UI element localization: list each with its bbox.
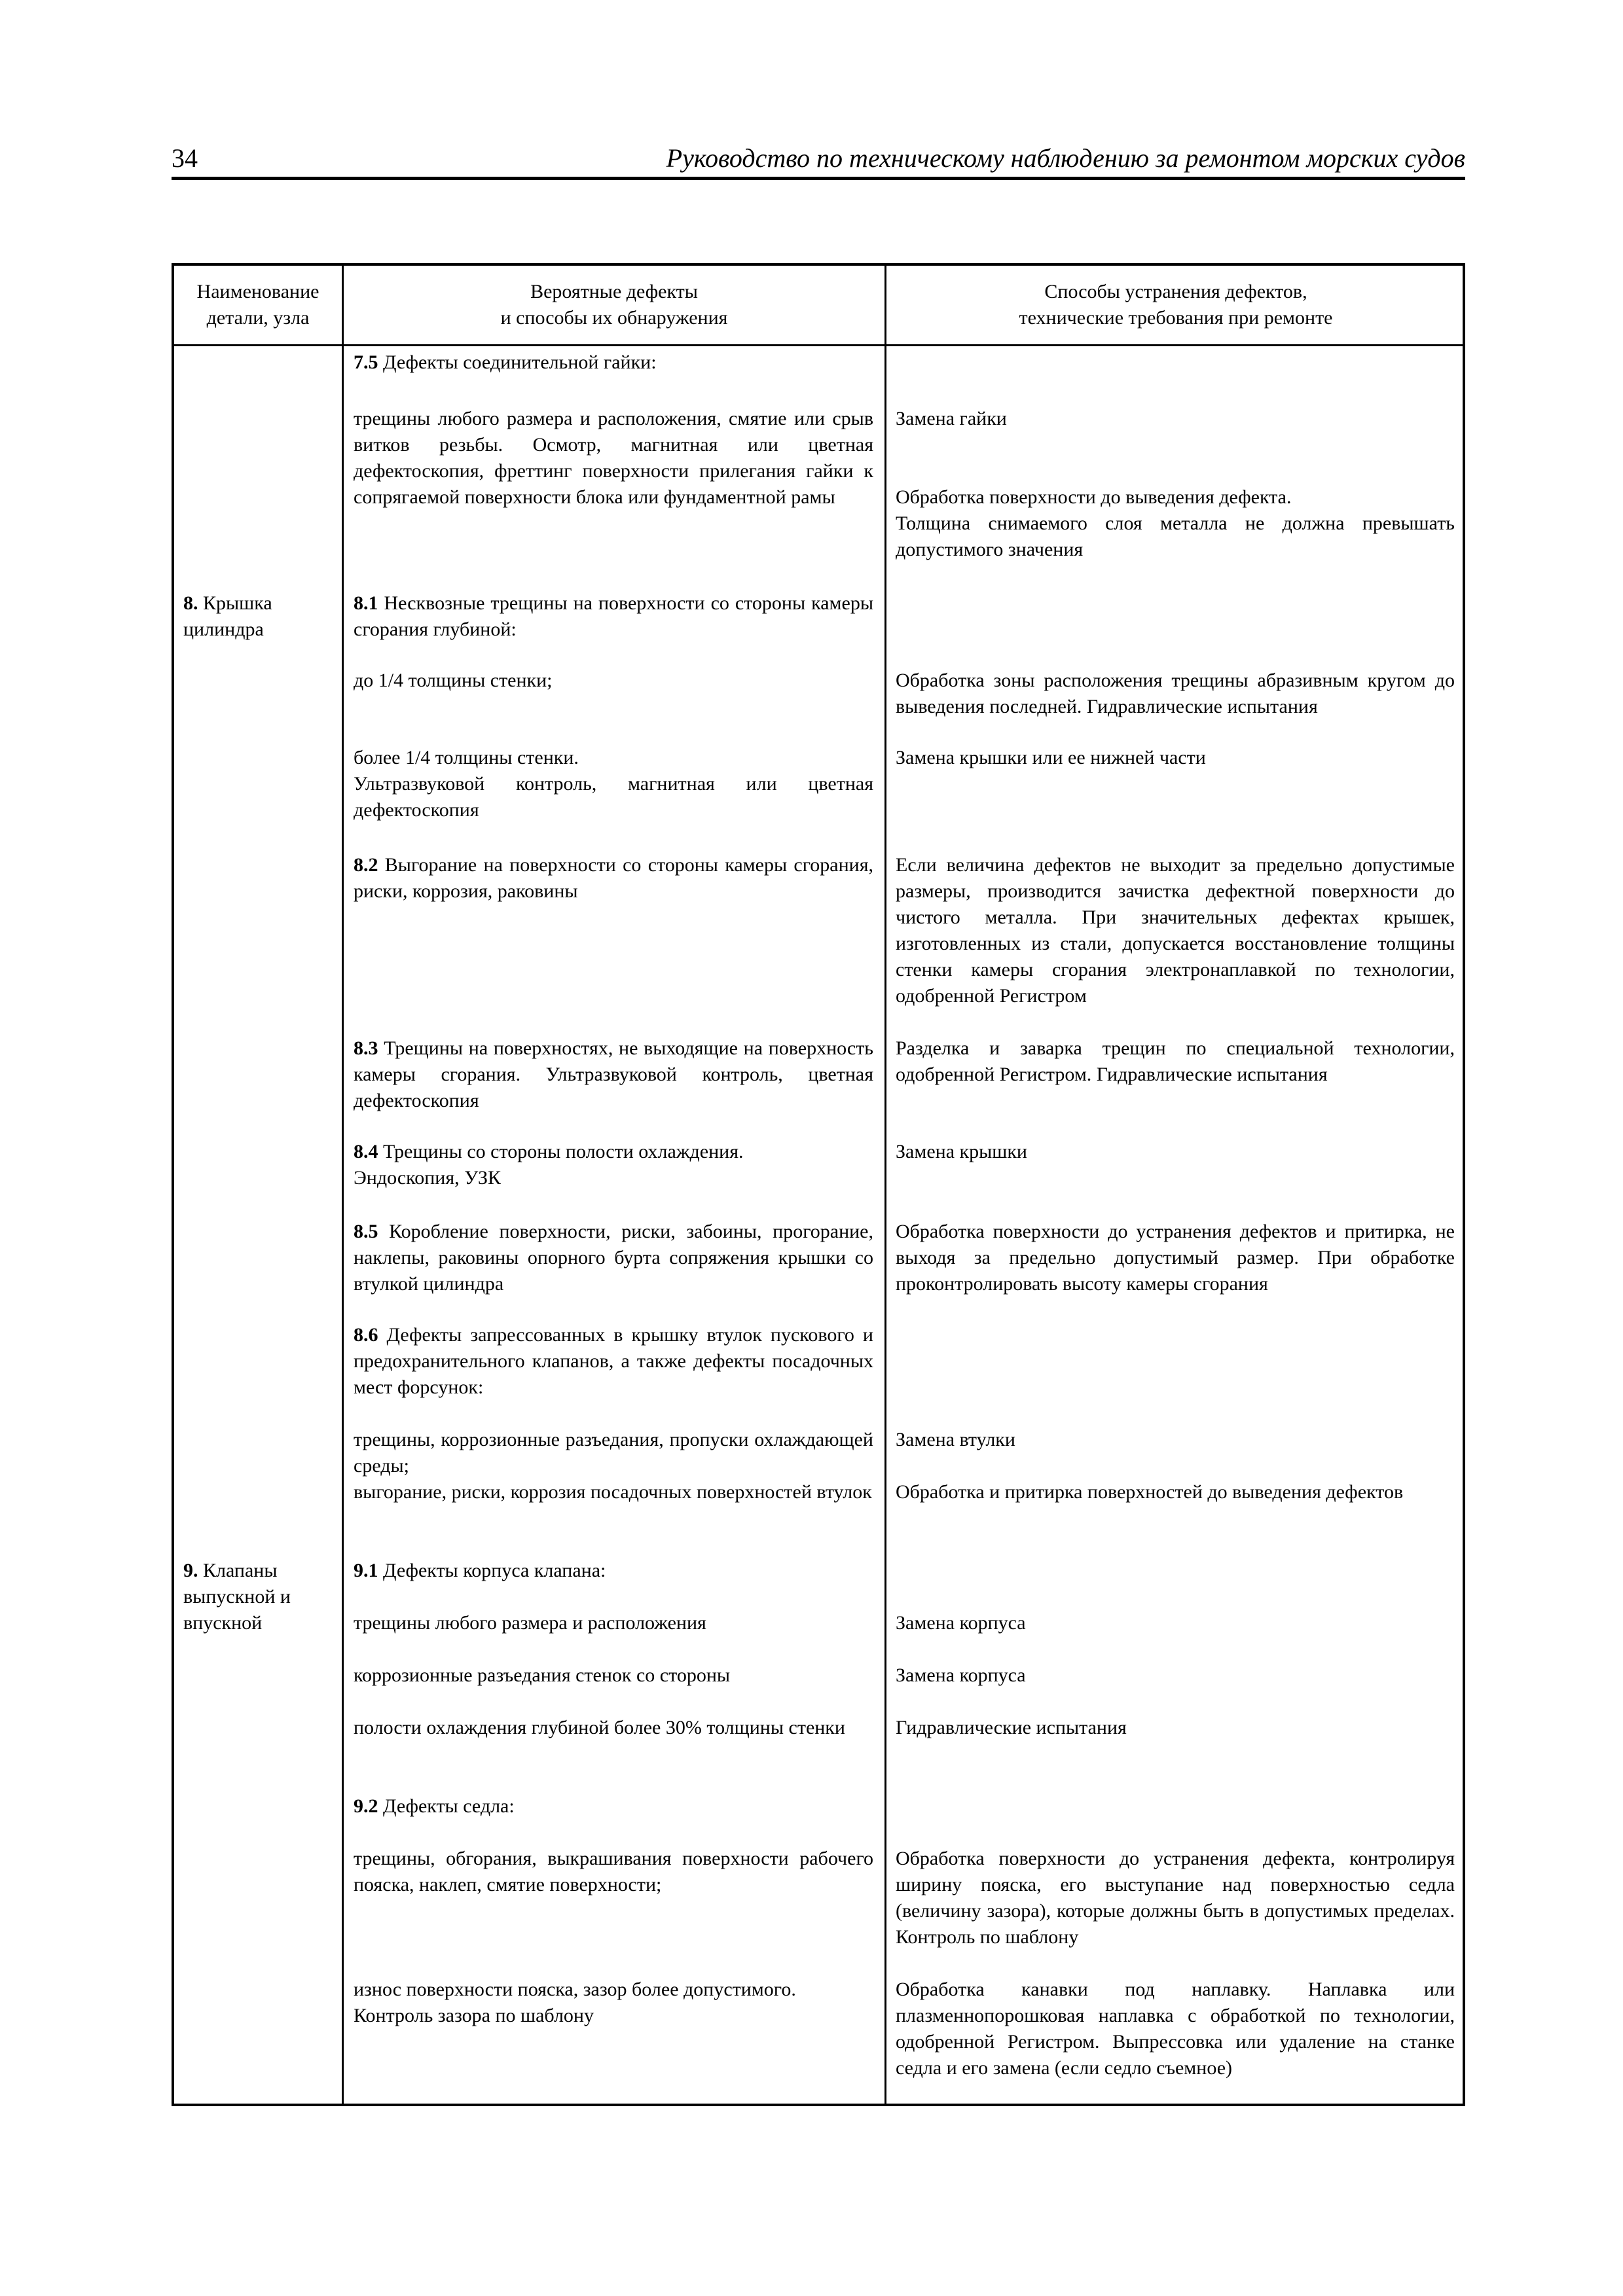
defect-9-1-c: полости охлаждения глубиной более 30% толщины стенки — [354, 1717, 845, 1738]
remedy-9-1-a: Замена корпуса — [896, 1612, 1026, 1634]
defect-8-1-a: до 1/4 толщины стенки; — [354, 670, 553, 691]
item-number: 8.1 — [354, 592, 378, 614]
item-text: Дефекты соединительной гайки: — [378, 351, 657, 373]
header-rule — [172, 177, 1465, 180]
defect-7-5-heading — [354, 350, 873, 376]
defect-9-2-b: износ поверхности пояска, зазор более допустимого. Контроль зазора по шаблону — [354, 1979, 796, 2026]
item-text: Трещины на поверхностях, не выходящие на поверхность камеры сгорания. Ультразвуковой контроль, цветная дефектоскопия — [354, 1037, 873, 1111]
defect-8-1-b: более 1/4 толщины стенки. Ультразвуковой контроль, магнитная или цветная дефектоскопия — [354, 747, 873, 821]
remedy-7-5-b: Обработка поверхности до выведения дефекта. Толщина снимаемого слоя металла не должна превышать допустимого значения — [896, 486, 1455, 560]
column-header-remedies: Способы устранения дефектов, технические требования при ремонте — [1019, 281, 1333, 329]
defect-9-2-heading — [354, 1793, 873, 1820]
item-text: Дефекты седла: — [378, 1795, 515, 1817]
item-number: 8.6 — [354, 1324, 378, 1346]
item-text: Несквозные трещины на поверхности со стороны камеры сгорания глубиной: — [354, 592, 873, 640]
header-divider — [174, 344, 1463, 346]
remedy-8-3: Разделка и заварка трещин по специальной технологии, одобренной Регистром. Гидравлические испытания — [896, 1037, 1455, 1085]
part-valves — [183, 1558, 334, 1636]
remedy-8-5: Обработка поверхности до устранения дефектов и притирка, не выходя за предельно допустимый размер. При обработке проконтролировать высоту камеры сгорания — [896, 1221, 1455, 1295]
defect-9-2-a: трещины, обгорания, выкрашивания поверхности рабочего пояска, наклеп, смятие поверхности; — [354, 1848, 873, 1895]
column-divider-2 — [884, 266, 886, 2104]
remedy-8-6-b: Обработка и притирка поверхностей до выведения дефектов — [896, 1481, 1404, 1503]
item-number: 9.2 — [354, 1795, 378, 1817]
remedy-9-2-b: Обработка канавки под наплавку. Наплавка или плазменнопорошковая наплавка с обработкой по технологии, одобренной Регистром. Выпрессовка или удаление на станке седла и его замена (если седло съемное) — [896, 1979, 1455, 2079]
part-number: 9. — [183, 1560, 198, 1581]
remedy-9-2-a: Обработка поверхности до устранения дефекта, контролируя ширину пояска, его выступание над поверхностью седла (величину зазора), которые должны быть в допустимых пределах. Контроль по шаблону — [896, 1848, 1455, 1948]
item-number: 9.1 — [354, 1560, 378, 1581]
remedy-8-1-a: Обработка зоны расположения трещины абразивным кругом до выведения последней. Гидравлические испытания — [896, 670, 1455, 717]
remedy-8-2: Если величина дефектов не выходит за предельно допустимые размеры, производится зачистка дефектной поверхности до чистого металла. При значительных дефектах крышек, изготовленных из стали, допускается восстановление толщины стенки камеры сгорания электронаплавкой по технологии, одобренной Регистром — [896, 854, 1455, 1007]
item-text: Выгорание на поверхности со стороны камеры сгорания, риски, коррозия, раковины — [354, 854, 873, 902]
part-cylinder-cover — [183, 590, 334, 643]
remedy-8-6-a: Замена втулки — [896, 1429, 1015, 1450]
column-divider-1 — [342, 266, 344, 2104]
defect-8-5 — [354, 1219, 873, 1297]
item-text: Коробление поверхности, риски, забоины, прогорание, наклепы, раковины опорного бурта сопряжения крышки со втулкой цилиндра — [354, 1221, 873, 1295]
defect-9-1-a: трещины любого размера и расположения — [354, 1612, 706, 1634]
remedy-8-4: Замена крышки — [896, 1141, 1027, 1162]
item-number: 8.2 — [354, 854, 378, 876]
running-title: Руководство по техническому наблюдению за ремонтом морских судов — [666, 143, 1465, 173]
defect-7-5-a: трещины любого размера и расположения, смятие или срыв витков резьбы. Осмотр, магнитная или цветная дефектоскопия, фреттинг поверхности прилегания гайки к сопрягаемой поверхности блока или фундаментной рамы — [354, 408, 873, 508]
defect-8-3 — [354, 1035, 873, 1114]
remedy-9-1-b: Замена корпуса — [896, 1664, 1026, 1686]
remedy-7-5-a: Замена гайки — [896, 408, 1007, 429]
item-number: 8.3 — [354, 1037, 378, 1059]
part-label: Клапаны выпускной и впускной — [183, 1560, 291, 1634]
defect-9-1-heading — [354, 1558, 873, 1584]
defect-8-4 — [354, 1139, 873, 1191]
defect-9-1-b: коррозионные разъедания стенок со стороны — [354, 1664, 731, 1686]
column-header-defects: Вероятные дефекты и способы их обнаружения — [500, 281, 728, 329]
defect-8-6-heading — [354, 1322, 873, 1401]
part-number: 8. — [183, 592, 198, 614]
defect-8-6-b: выгорание, риски, коррозия посадочных поверхностей втулок — [354, 1481, 872, 1503]
item-number: 7.5 — [354, 351, 378, 373]
column-header-part: Наименование детали, узла — [196, 281, 319, 329]
defect-8-6-a: трещины, коррозионные разъедания, пропуски охлаждающей среды; — [354, 1429, 873, 1477]
item-text: Дефекты корпуса клапана: — [378, 1560, 606, 1581]
remedy-8-1-b: Замена крышки или ее нижней части — [896, 747, 1206, 768]
defect-8-1-heading — [354, 590, 873, 643]
item-text: Дефекты запрессованных в крышку втулок пускового и предохранительного клапанов, а также дефекты посадочных мест форсунок: — [354, 1324, 873, 1398]
item-text: Трещины со стороны полости охлаждения. Эндоскопия, УЗК — [354, 1141, 744, 1189]
remedy-9-1-c: Гидравлические испытания — [896, 1717, 1127, 1738]
defect-8-2 — [354, 852, 873, 905]
part-label: Крышка цилиндра — [183, 592, 272, 640]
page-number: 34 — [172, 143, 198, 173]
item-number: 8.5 — [354, 1221, 378, 1242]
item-number: 8.4 — [354, 1141, 378, 1162]
page-header — [172, 143, 1465, 179]
defects-table — [172, 263, 1465, 2106]
